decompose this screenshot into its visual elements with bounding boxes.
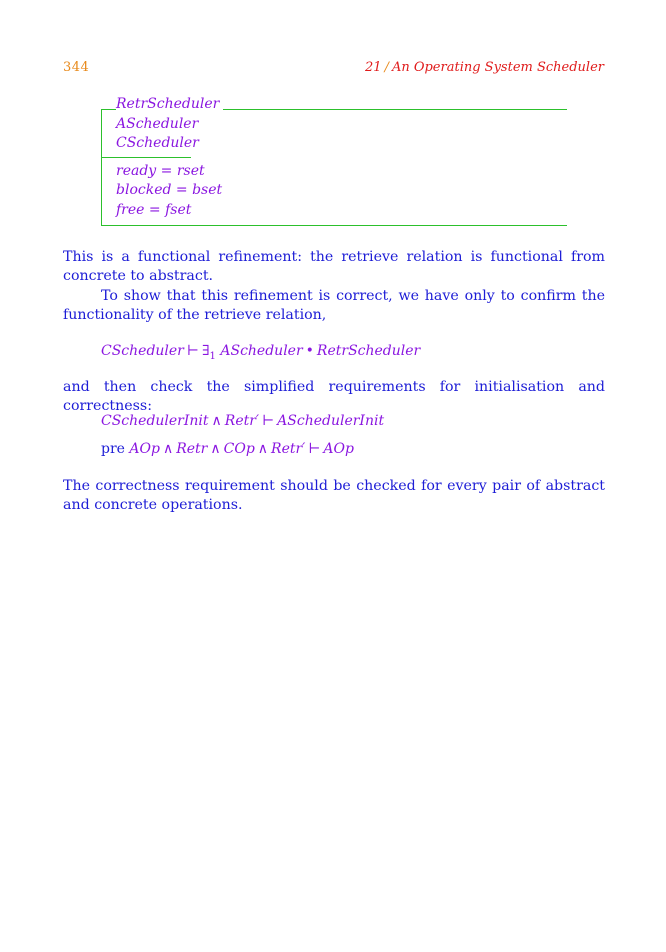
formula-operator: ∧ [210,441,221,457]
formula-term: Retr [176,441,208,457]
schema-predicate: blocked = bset [116,182,223,198]
formula-term: RetrScheduler [316,343,421,359]
formula-term: ASchedulerInit [277,413,385,429]
formula-correctness [101,441,354,457]
chapter-title: An Operating System Scheduler [391,60,604,75]
formula-term: AScheduler [220,343,303,359]
paragraph: The correctness requirement should be checked for every pair of abstract and concrete operations. [63,478,605,513]
formula-functionality [101,343,420,362]
formula-operator: ∃ [201,343,210,359]
header-separator: / [384,60,389,75]
formula-term: AOp [129,441,160,457]
schema-predicate: ready = rset [116,163,205,179]
formula-term: CScheduler [101,343,184,359]
formula-term: Retr′ [224,413,260,429]
schema-box [101,96,567,226]
chapter-number: 21 [365,60,382,75]
schema-bottom-rule [101,225,567,226]
formula-initialisation [101,413,384,429]
formula-operator: ∧ [211,413,222,429]
formula-operator: ∧ [257,441,269,457]
formula-operator: ⊢ [308,441,321,457]
formula-term: Retr′ [271,441,306,457]
running-header [365,60,604,75]
paragraph: To show that this refinement is correct, we have only to confirm the functionality of the retrieve relation, [63,288,605,323]
formula-keyword: pre [101,441,125,457]
formula-operator: • [305,343,314,359]
formula-subscript: 1 [209,350,216,362]
paragraph: and then check the simplified requirements for initialisation and correctness: [63,379,605,414]
schema-declaration: AScheduler [116,116,199,132]
page-number: 344 [63,60,90,75]
formula-term: CSchedulerInit [101,413,209,429]
schema-predicate: free = fset [116,202,192,218]
formula-operator: ∧ [162,441,174,457]
formula-term: AOp [323,441,354,457]
formula-operator: ⊢ [186,343,199,359]
formula-term: COp [223,441,255,457]
schema-declaration: CScheduler [116,135,199,151]
paragraph: This is a functional refinement: the retrieve relation is functional from concrete to abstract. [63,249,605,284]
schema-left-rule [101,109,102,225]
schema-name: RetrScheduler [116,96,223,112]
formula-operator: ⊢ [262,413,275,429]
schema-divider [101,157,191,158]
